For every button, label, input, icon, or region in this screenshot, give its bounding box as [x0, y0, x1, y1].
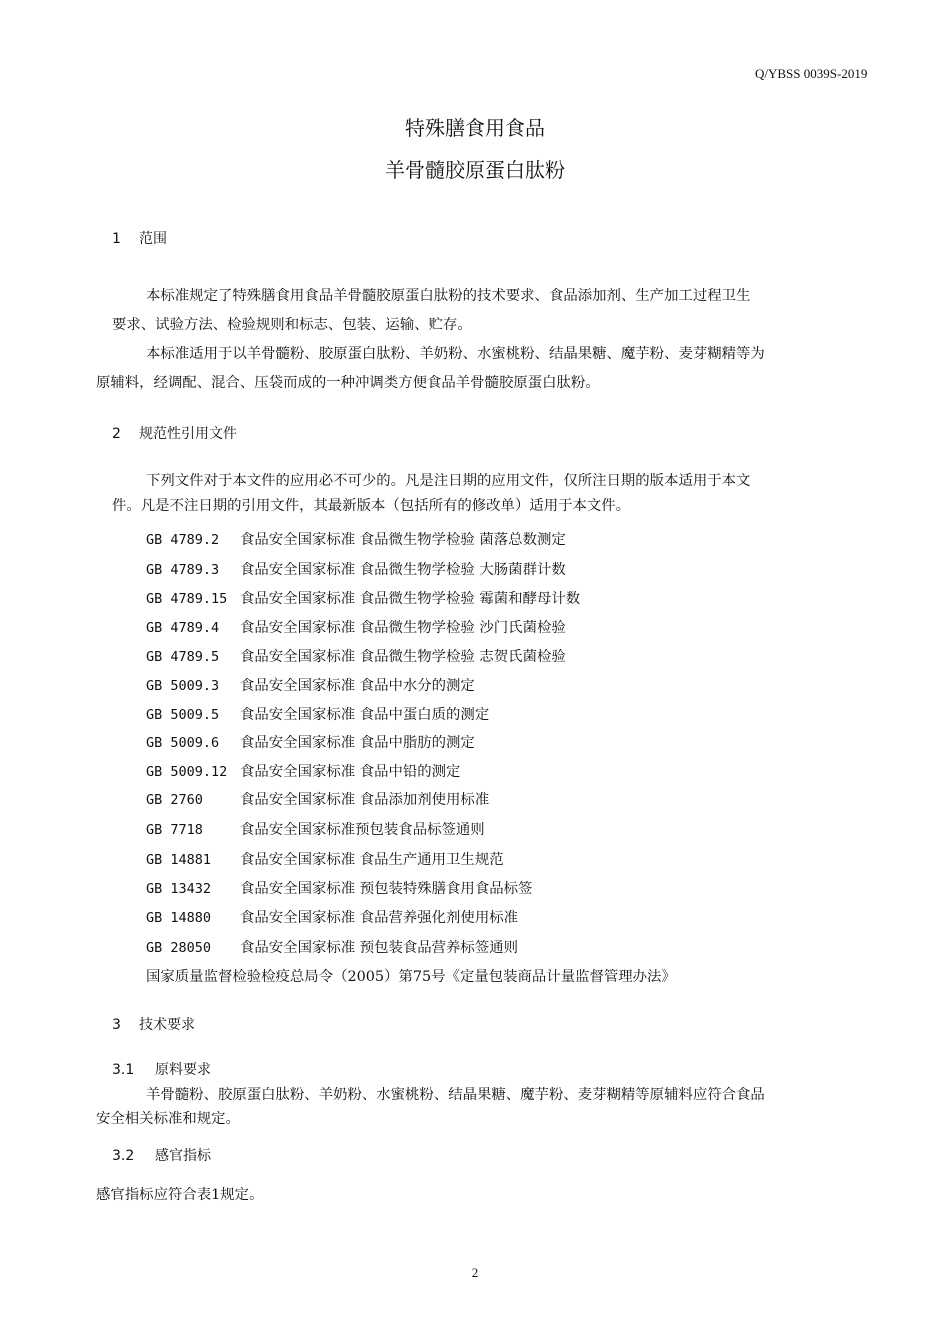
- section-title: 技术要求: [139, 1017, 195, 1033]
- reference-code: GB 4789.15: [146, 591, 228, 607]
- reference-title: 食品安全国家标准 预包装食品营养标签通则: [240, 940, 518, 956]
- reference-code: GB 4789.2: [146, 532, 220, 548]
- reference-code: GB 2760: [146, 792, 203, 808]
- reference-code: GB 5009.12: [146, 764, 228, 780]
- paragraph-line: 安全相关标准和规定。: [96, 1111, 240, 1127]
- reference-code: GB 4789.5: [146, 649, 220, 665]
- reference-title: 食品安全国家标准预包装食品标签通则: [240, 822, 485, 838]
- document-code: Q/YBSS 0039S-2019: [755, 66, 868, 81]
- reference-code: GB 5009.6: [146, 735, 220, 751]
- reference-title: 食品安全国家标准 食品微生物学检验 菌落总数测定: [240, 532, 566, 548]
- reference-title: 食品安全国家标准 食品微生物学检验 志贺氏菌检验: [240, 649, 566, 665]
- paragraph-line: 下列文件对于本文件的应用必不可少的。凡是注日期的应用文件，仅所注日期的版本适用于本文: [146, 473, 751, 489]
- section-number: 2: [112, 426, 121, 442]
- reference-item: [146, 818, 485, 839]
- section-title: 范围: [139, 231, 167, 247]
- paragraph-line: 本标准规定了特殊膳食用食品羊骨髓胶原蛋白肽粉的技术要求、食品添加剂、生产加工过程卫生: [146, 288, 751, 304]
- reference-code: GB 5009.3: [146, 678, 220, 694]
- reference-title: 食品安全国家标准 食品中铅的测定: [240, 764, 461, 780]
- paragraph-line: 原辅料，经调配、混合、压袋而成的一种冲调类方便食品羊骨髓胶原蛋白肽粉。: [96, 375, 600, 391]
- reference-item: [146, 877, 532, 898]
- reference-title: 食品安全国家标准 食品营养强化剂使用标准: [240, 910, 518, 926]
- section-2-heading: [112, 423, 237, 443]
- section-title: 规范性引用文件: [139, 426, 237, 442]
- paragraph-line: 本标准适用于以羊骨髓粉、胶原蛋白肽粉、羊奶粉、水蜜桃粉、结晶果糖、魔芋粉、麦芽糊精等为: [146, 346, 765, 362]
- reference-item: [146, 528, 566, 549]
- reference-code: GB 4789.4: [146, 620, 220, 636]
- subsection-3-2-heading: [112, 1145, 211, 1165]
- reference-code: GB 28050: [146, 940, 212, 956]
- reference-title: 食品安全国家标准 食品中蛋白质的测定: [240, 707, 490, 723]
- subsection-title: 原料要求: [155, 1062, 211, 1078]
- subsection-number: 3.1: [112, 1062, 135, 1078]
- page-number: 2: [471, 1265, 479, 1280]
- section-1-heading: [112, 228, 167, 248]
- reference-title: 食品安全国家标准 食品生产通用卫生规范: [240, 852, 504, 868]
- reference-item: [146, 587, 580, 608]
- subsection-title: 感官指标: [155, 1148, 211, 1164]
- reference-item: 国家质量监督检验检疫总局令（2005）第75号《定量包装商品计量监督管理办法》: [146, 969, 676, 985]
- document-title-line2: 羊骨髓胶原蛋白肽粉: [385, 158, 565, 182]
- reference-code: GB 5009.5: [146, 707, 220, 723]
- reference-code: GB 14880: [146, 910, 212, 926]
- reference-title: 食品安全国家标准 食品微生物学检验 沙门氏菌检验: [240, 620, 566, 636]
- reference-item: [146, 760, 460, 781]
- reference-item: [146, 558, 566, 579]
- reference-title: 食品安全国家标准 食品微生物学检验 霉菌和酵母计数: [240, 591, 581, 607]
- reference-item: [146, 906, 518, 927]
- subsection-number: 3.2: [112, 1148, 135, 1164]
- paragraph-line: 羊骨髓粉、胶原蛋白肽粉、羊奶粉、水蜜桃粉、结晶果糖、魔芋粉、麦芽糊精等原辅料应符合食品: [146, 1087, 765, 1103]
- section-3-heading: [112, 1014, 195, 1034]
- section-number: 1: [112, 231, 121, 247]
- reference-item: [146, 674, 475, 695]
- reference-item: [146, 788, 489, 809]
- reference-item: [146, 645, 566, 666]
- paragraph-line: 要求、试验方法、检验规则和标志、包装、运输、贮存。: [112, 317, 472, 333]
- subsection-3-1-heading: [112, 1059, 211, 1079]
- paragraph-line: 件。凡是不注日期的引用文件，其最新版本（包括所有的修改单）适用于本文件。: [112, 498, 631, 514]
- section-number: 3: [112, 1017, 121, 1033]
- reference-item: [146, 616, 566, 637]
- reference-item: [146, 703, 489, 724]
- reference-title: 食品安全国家标准 食品添加剂使用标准: [240, 792, 490, 808]
- reference-title: 食品安全国家标准 食品中脂肪的测定: [240, 735, 475, 751]
- reference-code: GB 4789.3: [146, 562, 220, 578]
- reference-title: 食品安全国家标准 食品中水分的测定: [240, 678, 475, 694]
- reference-item: [146, 731, 475, 752]
- document-title-line1: 特殊膳食用食品: [405, 116, 545, 140]
- paragraph-line: 感官指标应符合表1规定。: [96, 1187, 264, 1203]
- reference-item: [146, 936, 518, 957]
- reference-code: GB 13432: [146, 881, 212, 897]
- reference-title: 食品安全国家标准 食品微生物学检验 大肠菌群计数: [240, 562, 566, 578]
- reference-item: [146, 848, 504, 869]
- reference-title: 食品安全国家标准 预包装特殊膳食用食品标签: [240, 881, 533, 897]
- reference-code: GB 7718: [146, 822, 203, 838]
- reference-code: GB 14881: [146, 852, 212, 868]
